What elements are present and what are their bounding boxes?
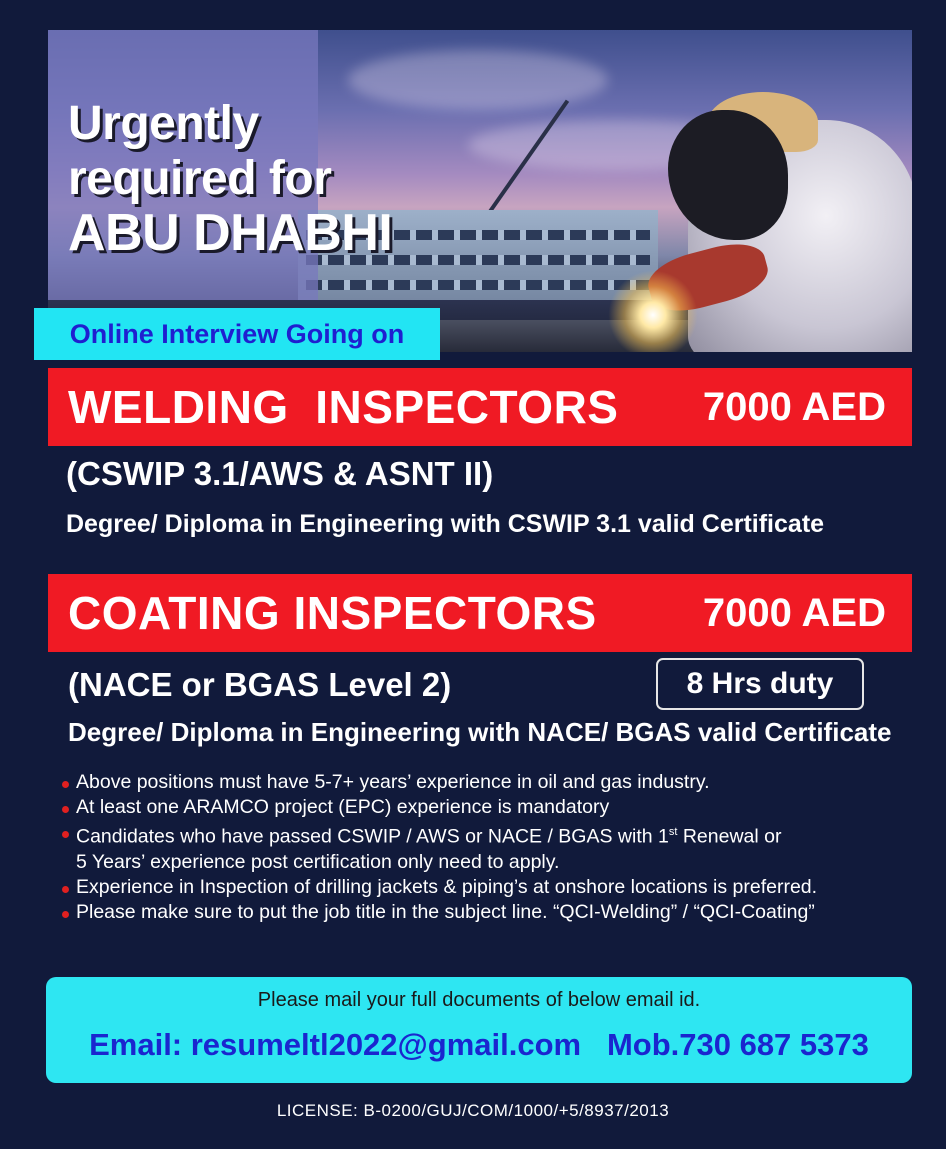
license-number: LICENSE: B-0200/GUJ/COM/1000/+5/8937/2013: [276, 1101, 670, 1120]
list-item: Experience in Inspection of drilling jackets & piping’s at onshore locations is preferred.: [62, 875, 922, 900]
list-item: Candidates who have passed CSWIP / AWS or NACE / BGAS with 1st Renewal or: [62, 820, 922, 850]
welding-helmet-icon: [668, 110, 788, 240]
contact-note: Please mail your full documents of below email id.: [257, 989, 701, 1011]
list-item: At least one ARAMCO project (EPC) experience is mandatory: [62, 795, 922, 820]
duty-hours-badge: 8 Hrs duty: [656, 658, 864, 710]
coating-requirement: Degree/ Diploma in Engineering with NACE/ BGAS valid Certificate: [68, 717, 892, 747]
welding-spark: [608, 270, 698, 352]
bullet-icon: [62, 911, 69, 918]
bullet-icon: [62, 806, 69, 813]
list-item-continuation: 5 Years’ experience post certification only need to apply.: [76, 850, 560, 873]
position-title: COATING INSPECTORS: [68, 587, 597, 639]
headline-line-2: required for: [68, 152, 332, 205]
welding-certification: (CSWIP 3.1/AWS & ASNT II): [66, 455, 494, 492]
welding-position-bar: [48, 368, 912, 446]
email-link[interactable]: Email: resumeltl2022@gmail.com: [89, 1027, 582, 1062]
headline-line-1: Urgently: [68, 97, 259, 150]
contact-line: [46, 1027, 912, 1063]
position-salary: 7000 AED: [702, 590, 886, 635]
headline-location: ABU DHABHI: [68, 204, 393, 262]
bullet-icon: [62, 831, 69, 838]
position-title: WELDING INSPECTORS: [68, 381, 619, 433]
coating-position-bar: [48, 574, 912, 652]
mobile-number[interactable]: Mob.730 687 5373: [606, 1027, 869, 1062]
coating-certification: (NACE or BGAS Level 2): [68, 666, 452, 703]
contact-box: [46, 977, 912, 1083]
bullet-icon: [62, 886, 69, 893]
bullet-icon: [62, 781, 69, 788]
headline: [68, 96, 392, 261]
requirements-list: [62, 770, 922, 925]
online-interview-banner: Online Interview Going on: [34, 308, 440, 360]
welding-requirement: Degree/ Diploma in Engineering with CSWIP 3.1 valid Certificate: [66, 510, 825, 538]
list-item: Above positions must have 5-7+ years’ experience in oil and gas industry.: [62, 770, 922, 795]
list-item: Please make sure to put the job title in the subject line. “QCI-Welding” / “QCI-Coating”: [62, 900, 922, 925]
position-salary: 7000 AED: [702, 384, 886, 429]
